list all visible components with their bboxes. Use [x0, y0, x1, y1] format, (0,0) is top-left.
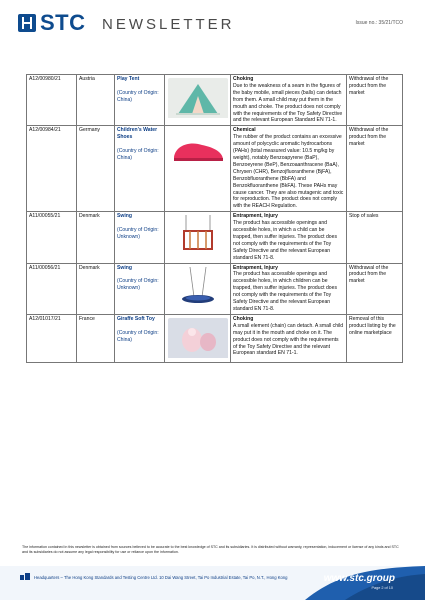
issue-number: Issue no.: 35/21/TCO	[355, 20, 403, 26]
measures-taken: Withdrawal of the product from the market	[347, 126, 403, 212]
notifying-country: France	[77, 314, 115, 362]
table-row	[27, 75, 403, 126]
country-of-origin: (Country of Origin: China)	[117, 148, 159, 162]
risk-description: Due to the weakness of a seam in the figures of the baby mobile, small pieces (balls) can detach from them. A small child may put them in the mouth and choke. The product does not comply with the requirements of the Toy Safety Directive and the relevant European Standard EN 71-1.	[233, 82, 343, 124]
reference-number: A11/00056/21	[27, 263, 77, 314]
measures-taken: Stop of sales	[347, 212, 403, 263]
reference-number: A12/00984/21	[27, 126, 77, 212]
risk-description: The product has accessible openings and accessible holes, in which children can be trapped, then suffer injuries. The product does not comply with the requirements of the Toy Safety Directive and the relevant European standard EN 71-8.	[233, 271, 338, 312]
stc-logo	[18, 10, 86, 35]
product-image-cell	[165, 75, 231, 126]
product-cell	[115, 212, 165, 263]
product-cell	[115, 314, 165, 362]
product-name: Giraffe Soft Toy	[117, 315, 155, 322]
table-row	[27, 126, 403, 212]
risk-type: Chemical	[233, 127, 256, 134]
table-row	[27, 314, 403, 362]
product-image-cell	[165, 263, 231, 314]
notifying-country: Denmark	[77, 212, 115, 263]
page-number: Page 2 of 10	[371, 586, 393, 590]
country-of-origin: (Country of Origin: Unknown)	[117, 278, 159, 292]
page-header	[0, 0, 425, 44]
table-row	[27, 263, 403, 314]
risk-description: The product has accessible openings and accessible holes, in which a child can be trapped, then suffer injuries. The product does not comply with the requirements of the Toy Safety Directive and the relevant European standard EN 71-8.	[233, 220, 338, 261]
country-of-origin: (Country of Origin: China)	[117, 89, 159, 103]
risk-cell	[231, 126, 347, 212]
measures-taken: Removal of this product listing by the online marketplace	[347, 314, 403, 362]
wooden-swing-image	[168, 215, 228, 258]
product-image-cell	[165, 126, 231, 212]
product-name: Play Tent	[117, 76, 140, 82]
water-shoe-image	[168, 129, 228, 172]
play-tent-image	[168, 78, 228, 121]
product-name: Swing	[117, 264, 132, 271]
measures-taken: Withdrawal of the product from the market	[347, 263, 403, 314]
notifying-country: Germany	[77, 126, 115, 212]
risk-cell	[231, 212, 347, 263]
reference-number: A12/01017/21	[27, 314, 77, 362]
recall-table	[26, 74, 403, 363]
product-image-cell	[165, 314, 231, 362]
nest-swing-image	[168, 267, 228, 310]
reference-number: A12/00980/21	[27, 75, 77, 126]
product-name: Swing	[117, 213, 132, 220]
risk-type: Entrapment, Injury	[233, 264, 279, 271]
stc-logo-icon	[18, 14, 36, 32]
product-cell	[115, 126, 165, 212]
notifying-country: Denmark	[77, 263, 115, 314]
newsletter-title: NEWSLETTER	[102, 16, 235, 33]
product-cell	[115, 263, 165, 314]
website-link[interactable]: www.stc.group	[323, 573, 395, 584]
product-image-cell	[165, 212, 231, 263]
risk-cell	[231, 75, 347, 126]
logo-text: STC	[40, 10, 86, 35]
country-of-origin: (Country of Origin: China)	[117, 329, 159, 343]
risk-description: A small element (chain) can detach. A small child may put it in the mouth and choke on it. The product does not comply with the requirements of the Toy Safety Directive and the relevant European standard EN 71-1.	[233, 322, 344, 357]
risk-type: Choking	[233, 76, 254, 82]
risk-type: Entrapment, Injury	[233, 213, 279, 220]
risk-cell	[231, 314, 347, 362]
reference-number: A11/00055/21	[27, 212, 77, 263]
table-row	[27, 212, 403, 263]
notifying-country: Austria	[77, 75, 115, 126]
measures-taken: Withdrawal of the product from the market	[347, 75, 403, 126]
risk-type: Choking	[233, 315, 254, 322]
product-cell	[115, 75, 165, 126]
country-of-origin: (Country of Origin: Unknown)	[117, 227, 159, 241]
product-name: Children’s Water Shoes	[117, 127, 158, 141]
disclaimer: The information contained in this newsletter is obtained from sources believed to be accurate to the best knowledge of STC and its subsidiaries. It is distributed without warranty, representation, inducement or license of any kinds and STC and its subsidiaries do not assume any legal responsibility for use or reliance upon the information.	[22, 545, 399, 554]
risk-description: The rubber of the product contains an excessive amount of polycyclic aromatic hydrocarbons (PAHs) (total measured value: 10.5 mg/kg by weight), notably Benzoapyrene (BaP), Benzoeyrene (BeP), Benzoaanthracene (BaA), Chrysen (CHR), Benzojfluoranthene (BjFA), Benzobfluoranthene (BbFA) and Benzokfluoranthene (BkFA). These PAHs may cause cancer. They are also mutagenic and toxic for reproduction. The product does not comply with the REACH Regulation.	[233, 134, 344, 210]
risk-cell	[231, 263, 347, 314]
building-icon	[20, 573, 30, 580]
headquarters-address: Headquarters – The Hong Kong Standards and Testing Centre Ltd. 10 Dai Wang Street, Tai Po Industrial Estate, Tai Po, N.T., Hong Kong	[34, 575, 288, 580]
giraffe-toy-image	[168, 318, 228, 361]
